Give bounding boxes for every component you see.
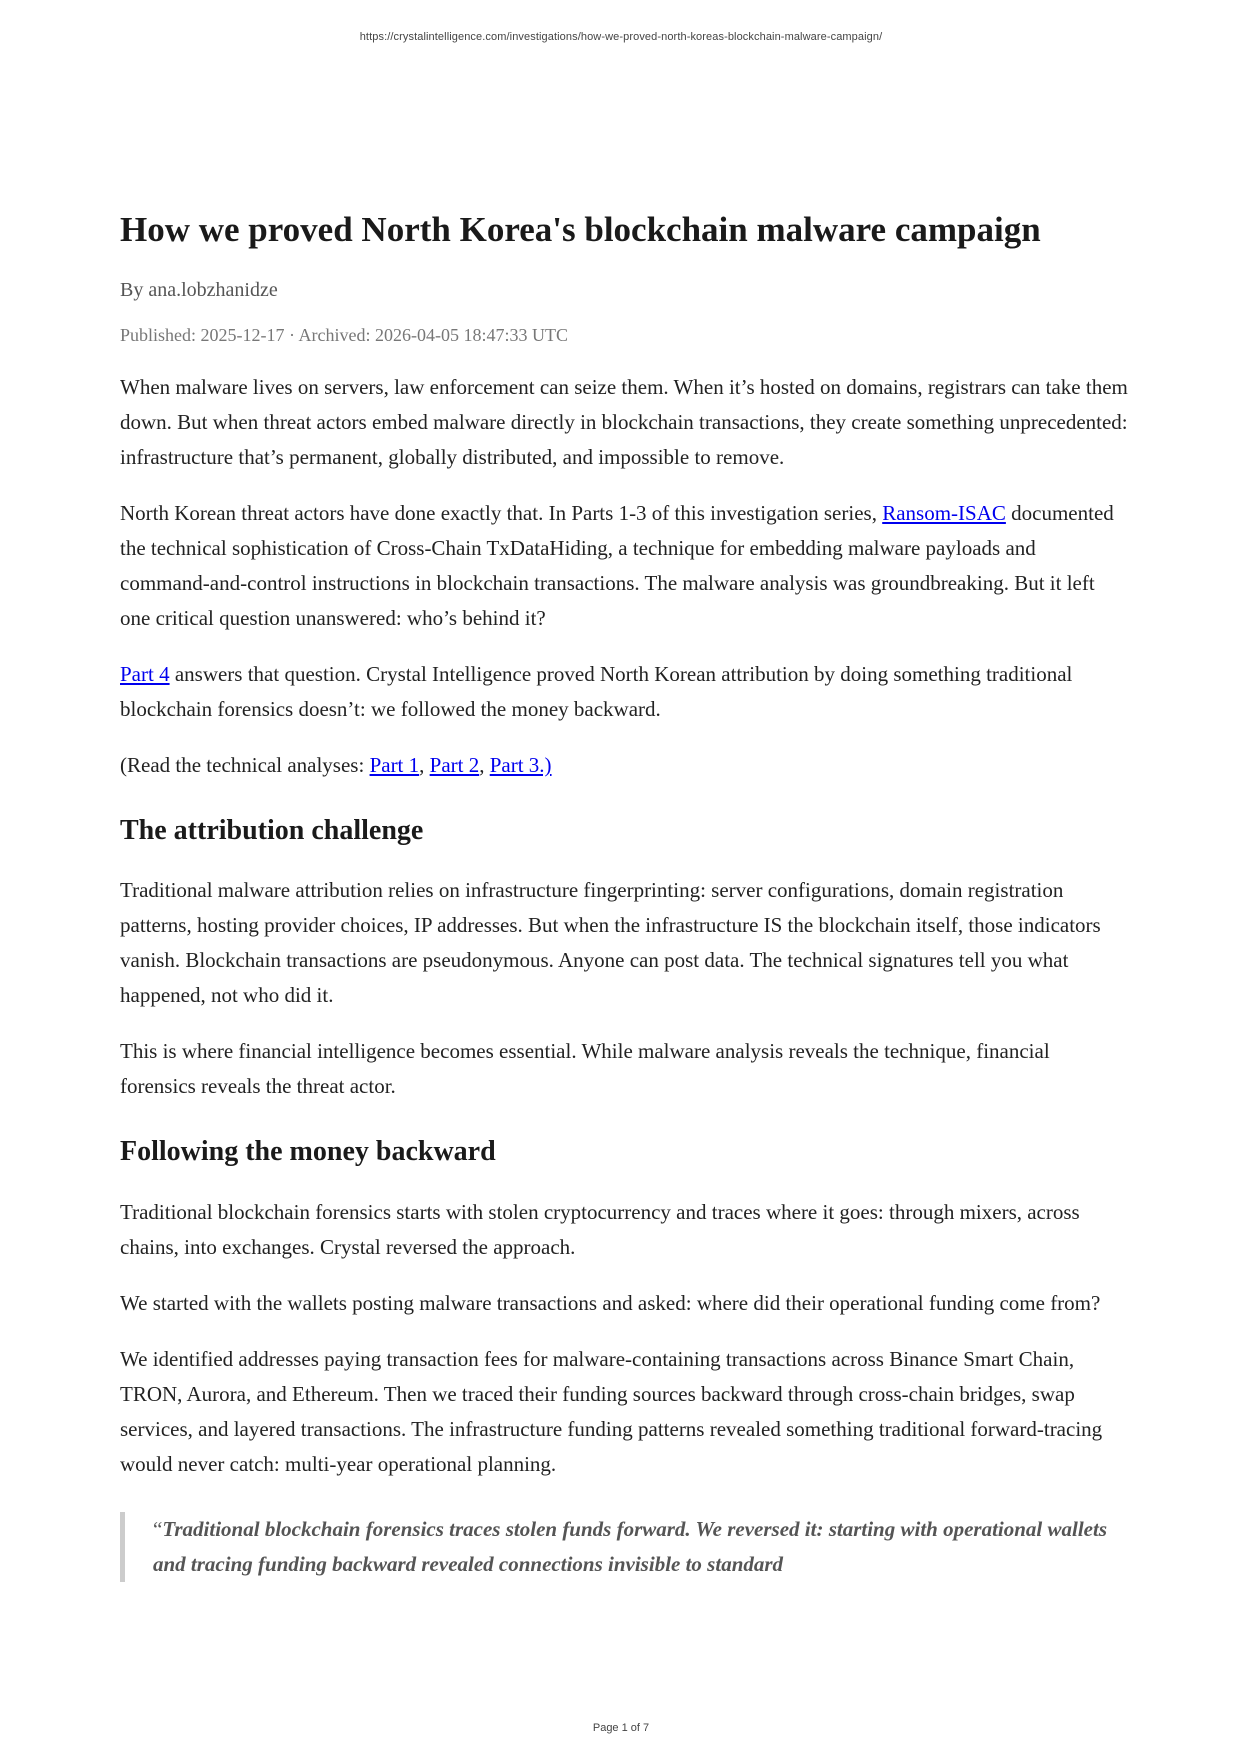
quote-text: Traditional blockchain forensics traces stolen funds forward. We reversed it: starting with operational wallets and tracing funding backward revealed connections invisible to standard (153, 1516, 1108, 1576)
paragraph-text: North Korean threat actors have done exactly that. In Parts 1-3 of this investigation series, (120, 500, 883, 525)
page-number-footer: Page 1 of 7 (592, 1722, 650, 1734)
pull-quote (120, 1512, 1130, 1582)
paragraph-part4 (120, 657, 1130, 727)
separator: , (479, 752, 490, 777)
paragraph-text: (Read the technical analyses: (120, 752, 370, 777)
paragraph-identified-addresses: We identified addresses paying transaction fees for malware-containing transactions across Binance Smart Chain, TRON, Aurora, and Ethereum. Then we traced their funding sources backward through cross-chain bridges, swap services, and layered transactions. The infrastructure funding patterns revealed something traditional forward-tracing would never catch: multi-year operational planning. (120, 1346, 1103, 1476)
paragraph-ransom-isac (120, 496, 1130, 636)
part-3-link[interactable]: Part 3.) (489, 752, 552, 777)
paragraph-technical-analyses (120, 748, 1130, 783)
article-title: How we proved North Korea's blockchain malware campaign (120, 210, 1041, 249)
paragraph-financial-intelligence: This is where financial intelligence becomes essential. While malware analysis reveals the technique, financial forensics reveals the threat actor. (120, 1039, 1050, 1099)
part-2-link[interactable]: Part 2 (429, 752, 480, 777)
part-1-link[interactable]: Part 1 (369, 752, 420, 777)
paragraph-traditional-forensics: Traditional blockchain forensics starts with stolen cryptocurrency and traces where it goes: through mixers, across chains, into exchanges. Crystal reversed the approach. (120, 1199, 1080, 1259)
separator: , (419, 752, 430, 777)
article (120, 208, 1130, 1582)
ransom-isac-link[interactable]: Ransom-ISAC (882, 500, 1006, 525)
heading-attribution-challenge: The attribution challenge (120, 814, 424, 846)
part-4-link[interactable]: Part 4 (120, 661, 170, 686)
page-url-header: https://crystalintelligence.com/investigations/how-we-proved-north-koreas-blockchain-malware-campaign/ (359, 31, 883, 43)
paragraph-text: answers that question. Crystal Intelligence proved North Korean attribution by doing something traditional blockchain forensics doesn’t: we followed the money backward. (120, 661, 1073, 721)
article-byline: By ana.lobzhanidze (120, 278, 278, 301)
article-meta: Published: 2025-12-17 · Archived: 2026-04-05 18:47:33 UTC (120, 324, 568, 345)
heading-following-money: Following the money backward (120, 1136, 496, 1168)
paragraph-intro: When malware lives on servers, law enforcement can seize them. When it’s hosted on domains, registrars can take them down. But when threat actors embed malware directly in blockchain transactions, they create something unprecedented: infrastructure that’s permanent, globally distributed, and impossible to remove. (120, 374, 1128, 469)
quote-mark: “ (153, 1516, 163, 1541)
paragraph-text: documented the technical sophistication of Cross-Chain TxDataHiding, a technique for embedding malware payloads and command-and-control instructions in blockchain transactions. The malware analysis was groundbreaking. But it left one critical question unanswered: who’s behind it? (120, 500, 1114, 630)
paragraph-operational-funding: We started with the wallets posting malware transactions and asked: where did their operational funding come from? (120, 1290, 1101, 1315)
paragraph-attribution: Traditional malware attribution relies on infrastructure fingerprinting: server configurations, domain registration patterns, hosting provider choices, IP addresses. But when the infrastructure IS the blockchain itself, those indicators vanish. Blockchain transactions are pseudonymous. Anyone can post data. The technical signatures tell you what happened, not who did it. (120, 878, 1101, 1008)
